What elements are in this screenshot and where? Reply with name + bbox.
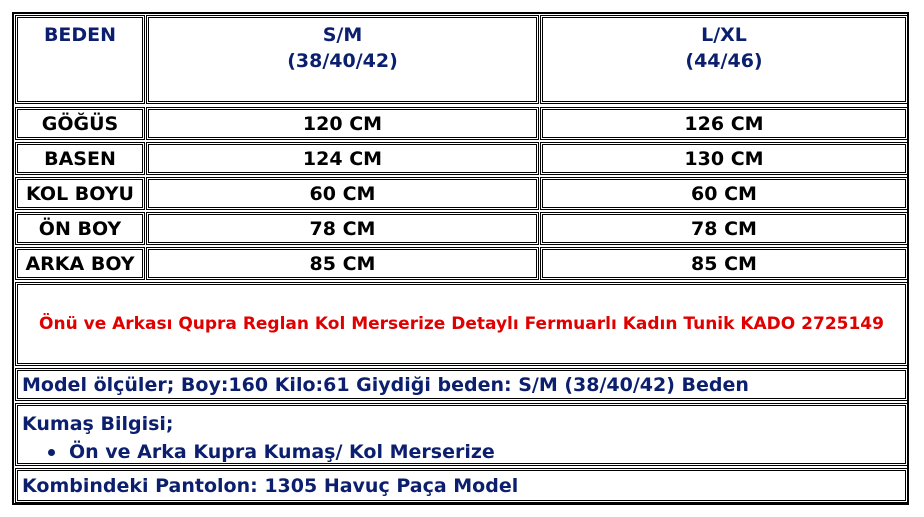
header-lxl-size: L/XL — [701, 24, 747, 46]
header-sm-size: S/M — [322, 24, 363, 46]
row-label-kol-boyu: KOL BOYU — [15, 177, 145, 210]
header-sm-cell — [146, 15, 539, 104]
row-kol-boyu-lxl: 60 CM — [540, 177, 908, 210]
bullet-icon — [48, 449, 55, 456]
model-info — [15, 368, 908, 401]
row-on-boy-sm: 78 CM — [146, 212, 539, 245]
header-label: BEDEN — [43, 24, 117, 46]
header-sm-range: (38/40/42) — [287, 50, 398, 72]
row-label-arka-boy: ARKA BOY — [15, 247, 145, 280]
product-title: Önü ve Arkası Qupra Reglan Kol Merserize Detaylı Fermuarlı Kadın Tunik KADO 2725149 — [15, 282, 908, 366]
row-on-boy-lxl: 78 CM — [540, 212, 908, 245]
row-arka-boy-lxl: 85 CM — [540, 247, 908, 280]
fabric-list-item — [22, 438, 905, 466]
row-basen-lxl: 130 CM — [540, 142, 908, 175]
row-label-on-boy: ÖN BOY — [15, 212, 145, 245]
model-info-text: Model ölçüler; Boy:160 Kilo:61 Giydiği beden: S/M (38/40/42) Beden — [22, 373, 749, 396]
combination-text: Kombindeki Pantolon: 1305 Havuç Paça Model — [22, 474, 519, 497]
combination-info — [15, 468, 908, 503]
fabric-info — [15, 403, 908, 466]
fabric-heading: Kumaş Bilgisi; — [22, 413, 174, 435]
row-label-basen: BASEN — [15, 142, 145, 175]
header-label-cell — [15, 15, 145, 104]
row-basen-sm: 124 CM — [146, 142, 539, 175]
row-kol-boyu-sm: 60 CM — [146, 177, 539, 210]
header-lxl-cell — [540, 15, 908, 104]
row-arka-boy-sm: 85 CM — [146, 247, 539, 280]
row-label-gogus: GÖĞÜS — [15, 107, 145, 140]
row-gogus-sm: 120 CM — [146, 107, 539, 140]
fabric-item-text: Ön ve Arka Kupra Kumaş/ Kol Merserize — [69, 441, 495, 463]
header-lxl-range: (44/46) — [685, 50, 763, 72]
row-gogus-lxl: 126 CM — [540, 107, 908, 140]
